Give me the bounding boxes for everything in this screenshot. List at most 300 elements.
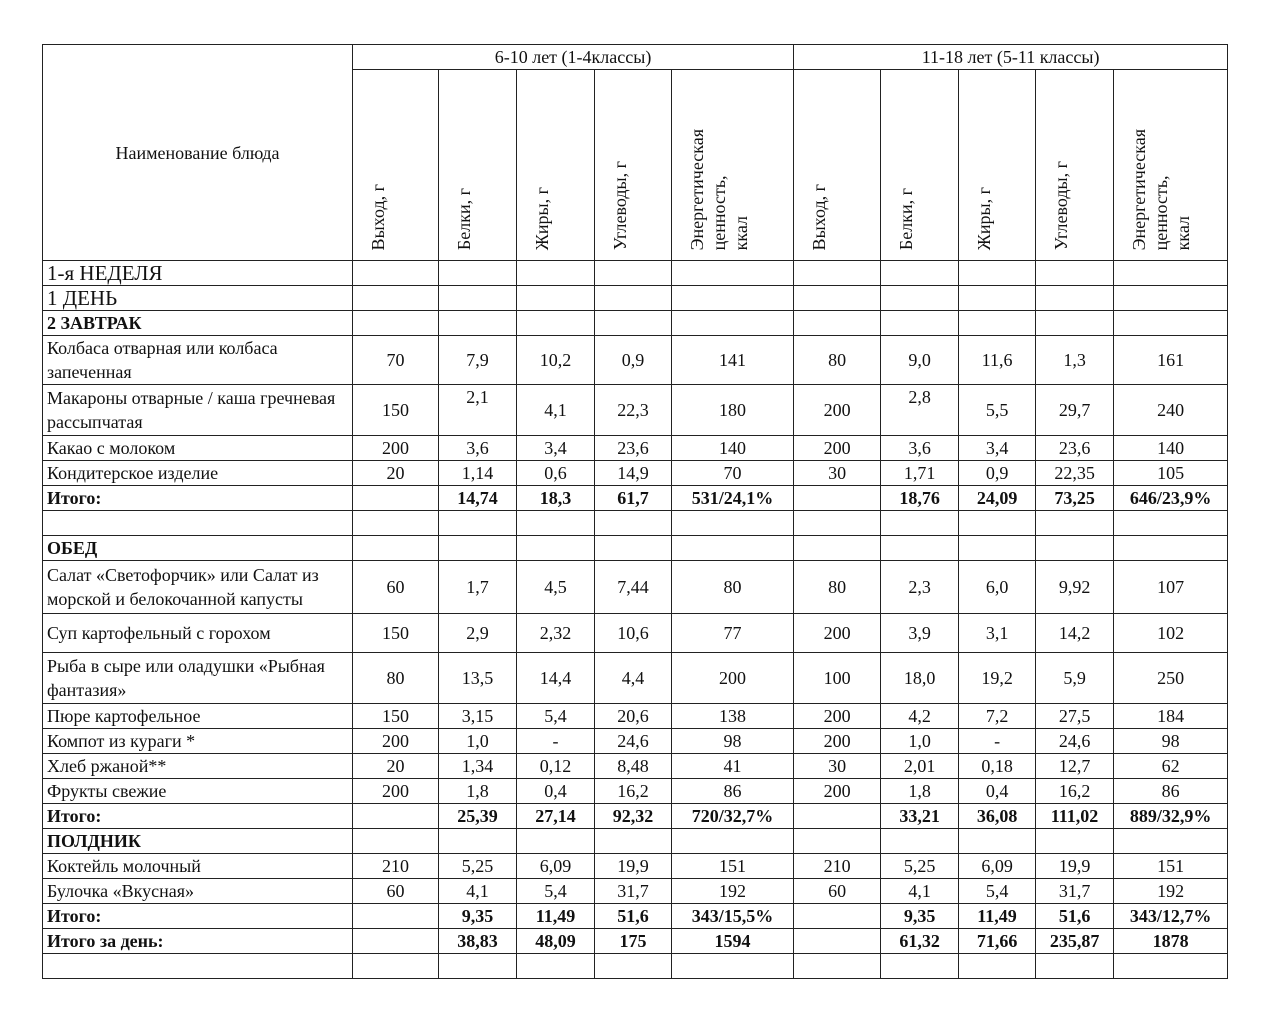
energy-a-value: 200 <box>672 653 794 704</box>
col-protein-b: Белки, г <box>881 70 959 261</box>
spacer-row <box>43 954 1228 979</box>
empty-cell <box>881 536 959 561</box>
fat-a-value: 5,4 <box>517 704 595 729</box>
protein-a-value: 3,15 <box>439 704 517 729</box>
empty-cell <box>794 286 881 311</box>
total-row <box>43 904 1228 929</box>
empty-cell <box>672 829 794 854</box>
protein-b-value: 4,2 <box>881 704 959 729</box>
col-fat-a: Жиры, г <box>517 70 595 261</box>
dish-row <box>43 614 1228 653</box>
protein-b-value: 2,3 <box>881 561 959 614</box>
carbs-a-value: 14,9 <box>595 461 672 486</box>
empty-cell <box>353 311 439 336</box>
menu-table-body <box>43 261 1228 979</box>
energy-b-value: 184 <box>1114 704 1228 729</box>
empty-cell <box>439 954 517 979</box>
dish-name: Суп картофельный с горохом <box>43 614 353 653</box>
age-group-6-10-header: 6-10 лет (1-4классы) <box>353 45 794 70</box>
empty-cell <box>1036 954 1114 979</box>
protein-b-value: 1,71 <box>881 461 959 486</box>
empty-cell <box>959 829 1036 854</box>
empty-cell <box>353 261 439 286</box>
total-label: Итого: <box>43 804 353 829</box>
empty-cell <box>672 536 794 561</box>
empty-cell <box>517 511 595 536</box>
yield-b-value <box>794 486 881 511</box>
yield-a-value <box>353 929 439 954</box>
empty-cell <box>1036 829 1114 854</box>
empty-cell <box>959 311 1036 336</box>
energy-b-value: 107 <box>1114 561 1228 614</box>
col-energy-a: Энергетическая ценность, ккал <box>672 70 794 261</box>
dish-row <box>43 653 1228 704</box>
carbs-b-value: 73,25 <box>1036 486 1114 511</box>
energy-a-value: 98 <box>672 729 794 754</box>
total-label: Итого: <box>43 486 353 511</box>
energy-a-value: 140 <box>672 436 794 461</box>
empty-cell <box>517 311 595 336</box>
carbs-a-value: 7,44 <box>595 561 672 614</box>
protein-b-value: 2,01 <box>881 754 959 779</box>
yield-a-value: 150 <box>353 385 439 436</box>
dish-name: Какао с молоком <box>43 436 353 461</box>
energy-b-value: 161 <box>1114 336 1228 385</box>
protein-b-value: 18,76 <box>881 486 959 511</box>
energy-a-value: 192 <box>672 879 794 904</box>
energy-a-value: 70 <box>672 461 794 486</box>
carbs-b-value: 27,5 <box>1036 704 1114 729</box>
snack-section-row-label: ПОЛДНИК <box>43 829 353 854</box>
empty-cell <box>595 311 672 336</box>
fat-b-value: 71,66 <box>959 929 1036 954</box>
spacer-row <box>43 511 1228 536</box>
carbs-a-value: 10,6 <box>595 614 672 653</box>
energy-a-value: 86 <box>672 779 794 804</box>
breakfast-section-row <box>43 311 1228 336</box>
protein-b-value: 1,8 <box>881 779 959 804</box>
fat-b-value: 0,9 <box>959 461 1036 486</box>
energy-b-value: 1878 <box>1114 929 1228 954</box>
empty-cell <box>439 829 517 854</box>
yield-b-value: 200 <box>794 704 881 729</box>
energy-a-value: 77 <box>672 614 794 653</box>
carbs-b-value: 16,2 <box>1036 779 1114 804</box>
dish-row <box>43 336 1228 385</box>
carbs-a-value: 19,9 <box>595 854 672 879</box>
empty-cell <box>794 311 881 336</box>
yield-a-value: 70 <box>353 336 439 385</box>
empty-cell <box>353 511 439 536</box>
protein-a-value: 1,8 <box>439 779 517 804</box>
yield-a-value <box>353 904 439 929</box>
empty-cell <box>794 261 881 286</box>
total-row <box>43 804 1228 829</box>
empty-cell <box>517 829 595 854</box>
fat-b-value: 6,09 <box>959 854 1036 879</box>
energy-b-value: 192 <box>1114 879 1228 904</box>
dish-name: Салат «Светофорчик» или Салат из морской и белокочанной капусты <box>43 561 353 614</box>
protein-a-value: 1,7 <box>439 561 517 614</box>
col-yield-a: Выход, г <box>353 70 439 261</box>
col-carbs-a: Углеводы, г <box>595 70 672 261</box>
age-group-11-18-header: 11-18 лет (5-11 классы) <box>794 45 1228 70</box>
empty-cell <box>1114 261 1228 286</box>
dish-row <box>43 779 1228 804</box>
fat-b-value: 11,6 <box>959 336 1036 385</box>
dish-name: Хлеб ржаной** <box>43 754 353 779</box>
fat-a-value: 11,49 <box>517 904 595 929</box>
week-label-row-label: 1-я НЕДЕЛЯ <box>43 261 353 286</box>
fat-a-value: 2,32 <box>517 614 595 653</box>
protein-b-value: 3,9 <box>881 614 959 653</box>
breakfast-section-row-label: 2 ЗАВТРАК <box>43 311 353 336</box>
carbs-b-value: 29,7 <box>1036 385 1114 436</box>
lunch-section-row <box>43 536 1228 561</box>
empty-cell <box>353 954 439 979</box>
empty-cell <box>353 829 439 854</box>
carbs-a-value: 0,9 <box>595 336 672 385</box>
fat-b-value: 36,08 <box>959 804 1036 829</box>
yield-b-value: 100 <box>794 653 881 704</box>
yield-b-value <box>794 804 881 829</box>
yield-b-value: 80 <box>794 336 881 385</box>
day-label-row <box>43 286 1228 311</box>
empty-cell <box>1036 511 1114 536</box>
carbs-b-value: 1,3 <box>1036 336 1114 385</box>
energy-b-value: 889/32,9% <box>1114 804 1228 829</box>
yield-a-value: 210 <box>353 854 439 879</box>
fat-b-value: 0,18 <box>959 754 1036 779</box>
col-fat-b: Жиры, г <box>959 70 1036 261</box>
yield-a-value <box>353 486 439 511</box>
fat-a-value: 0,4 <box>517 779 595 804</box>
empty-cell <box>353 536 439 561</box>
fat-a-value: - <box>517 729 595 754</box>
col-yield-b: Выход, г <box>794 70 881 261</box>
empty-cell <box>595 286 672 311</box>
carbs-b-value: 31,7 <box>1036 879 1114 904</box>
energy-a-value: 343/15,5% <box>672 904 794 929</box>
yield-b-value: 30 <box>794 754 881 779</box>
empty-cell <box>595 511 672 536</box>
dish-name: Рыба в сыре или оладушки «Рыбная фантазия» <box>43 653 353 704</box>
yield-b-value: 80 <box>794 561 881 614</box>
empty-cell <box>1114 311 1228 336</box>
empty-cell <box>1114 954 1228 979</box>
protein-b-value: 18,0 <box>881 653 959 704</box>
empty-cell <box>672 954 794 979</box>
protein-a-value: 9,35 <box>439 904 517 929</box>
energy-a-value: 41 <box>672 754 794 779</box>
dish-name: Пюре картофельное <box>43 704 353 729</box>
protein-b-value: 4,1 <box>881 879 959 904</box>
carbs-b-value: 5,9 <box>1036 653 1114 704</box>
col-energy-b: Энергетическая ценность, ккал <box>1114 70 1228 261</box>
protein-a-value: 14,74 <box>439 486 517 511</box>
carbs-a-value: 23,6 <box>595 436 672 461</box>
yield-a-value: 200 <box>353 436 439 461</box>
empty-cell <box>1114 511 1228 536</box>
energy-a-value: 531/24,1% <box>672 486 794 511</box>
carbs-a-value: 51,6 <box>595 904 672 929</box>
fat-a-value: 4,1 <box>517 385 595 436</box>
empty-cell <box>959 286 1036 311</box>
energy-b-value: 240 <box>1114 385 1228 436</box>
dish-row <box>43 754 1228 779</box>
empty-cell <box>43 954 353 979</box>
energy-b-value: 646/23,9% <box>1114 486 1228 511</box>
fat-a-value: 4,5 <box>517 561 595 614</box>
energy-a-value: 80 <box>672 561 794 614</box>
empty-cell <box>881 311 959 336</box>
yield-a-value: 150 <box>353 614 439 653</box>
empty-cell <box>672 261 794 286</box>
protein-a-value: 4,1 <box>439 879 517 904</box>
yield-b-value: 200 <box>794 779 881 804</box>
fat-a-value: 6,09 <box>517 854 595 879</box>
carbs-a-value: 20,6 <box>595 704 672 729</box>
carbs-b-value: 235,87 <box>1036 929 1114 954</box>
total-row <box>43 929 1228 954</box>
carbs-a-value: 24,6 <box>595 729 672 754</box>
fat-a-value: 48,09 <box>517 929 595 954</box>
empty-cell <box>1114 829 1228 854</box>
fat-b-value: 5,5 <box>959 385 1036 436</box>
empty-cell <box>794 511 881 536</box>
energy-b-value: 151 <box>1114 854 1228 879</box>
fat-b-value: - <box>959 729 1036 754</box>
carbs-a-value: 22,3 <box>595 385 672 436</box>
snack-section-row <box>43 829 1228 854</box>
carbs-b-value: 14,2 <box>1036 614 1114 653</box>
yield-a-value: 150 <box>353 704 439 729</box>
empty-cell <box>517 286 595 311</box>
carbs-b-value: 19,9 <box>1036 854 1114 879</box>
dish-row <box>43 561 1228 614</box>
fat-a-value: 0,6 <box>517 461 595 486</box>
empty-cell <box>881 829 959 854</box>
protein-a-value: 38,83 <box>439 929 517 954</box>
fat-a-value: 10,2 <box>517 336 595 385</box>
empty-cell <box>959 261 1036 286</box>
empty-cell <box>959 511 1036 536</box>
fat-a-value: 14,4 <box>517 653 595 704</box>
yield-b-value: 200 <box>794 436 881 461</box>
empty-cell <box>1036 536 1114 561</box>
empty-cell <box>672 286 794 311</box>
empty-cell <box>353 286 439 311</box>
yield-b-value: 60 <box>794 879 881 904</box>
fat-b-value: 6,0 <box>959 561 1036 614</box>
yield-a-value: 20 <box>353 461 439 486</box>
dish-name: Булочка «Вкусная» <box>43 879 353 904</box>
yield-a-value <box>353 804 439 829</box>
carbs-b-value: 111,02 <box>1036 804 1114 829</box>
energy-b-value: 102 <box>1114 614 1228 653</box>
fat-a-value: 3,4 <box>517 436 595 461</box>
carbs-a-value: 175 <box>595 929 672 954</box>
carbs-b-value: 9,92 <box>1036 561 1114 614</box>
fat-a-value: 5,4 <box>517 879 595 904</box>
dish-row <box>43 385 1228 436</box>
yield-a-value: 80 <box>353 653 439 704</box>
nutrition-menu-table <box>42 44 1228 979</box>
dish-row <box>43 729 1228 754</box>
empty-cell <box>794 829 881 854</box>
empty-cell <box>517 536 595 561</box>
total-label: Итого за день: <box>43 929 353 954</box>
fat-b-value: 24,09 <box>959 486 1036 511</box>
yield-a-value: 60 <box>353 561 439 614</box>
dish-name: Коктейль молочный <box>43 854 353 879</box>
yield-a-value: 200 <box>353 779 439 804</box>
energy-b-value: 98 <box>1114 729 1228 754</box>
fat-b-value: 7,2 <box>959 704 1036 729</box>
protein-b-value: 9,0 <box>881 336 959 385</box>
fat-a-value: 27,14 <box>517 804 595 829</box>
protein-a-value: 7,9 <box>439 336 517 385</box>
energy-a-value: 720/32,7% <box>672 804 794 829</box>
carbs-b-value: 23,6 <box>1036 436 1114 461</box>
fat-a-value: 18,3 <box>517 486 595 511</box>
empty-cell <box>881 954 959 979</box>
energy-a-value: 180 <box>672 385 794 436</box>
empty-cell <box>517 954 595 979</box>
carbs-a-value: 61,7 <box>595 486 672 511</box>
energy-b-value: 62 <box>1114 754 1228 779</box>
fat-b-value: 5,4 <box>959 879 1036 904</box>
empty-cell <box>595 261 672 286</box>
protein-b-value: 61,32 <box>881 929 959 954</box>
empty-cell <box>1036 311 1114 336</box>
empty-cell <box>439 511 517 536</box>
total-row <box>43 486 1228 511</box>
protein-a-value: 3,6 <box>439 436 517 461</box>
fat-a-value: 0,12 <box>517 754 595 779</box>
protein-a-value: 2,1 <box>439 385 517 436</box>
energy-b-value: 86 <box>1114 779 1228 804</box>
empty-cell <box>881 511 959 536</box>
dish-name: Кондитерское изделие <box>43 461 353 486</box>
yield-a-value: 200 <box>353 729 439 754</box>
fat-b-value: 19,2 <box>959 653 1036 704</box>
total-label: Итого: <box>43 904 353 929</box>
empty-cell <box>1036 261 1114 286</box>
protein-a-value: 5,25 <box>439 854 517 879</box>
empty-cell <box>959 954 1036 979</box>
protein-a-value: 2,9 <box>439 614 517 653</box>
empty-cell <box>794 954 881 979</box>
dish-name: Фрукты свежие <box>43 779 353 804</box>
empty-cell <box>881 286 959 311</box>
carbs-b-value: 12,7 <box>1036 754 1114 779</box>
protein-b-value: 3,6 <box>881 436 959 461</box>
carbs-a-value: 4,4 <box>595 653 672 704</box>
empty-cell <box>439 311 517 336</box>
fat-b-value: 11,49 <box>959 904 1036 929</box>
dish-name: Компот из кураги * <box>43 729 353 754</box>
energy-a-value: 151 <box>672 854 794 879</box>
empty-cell <box>439 261 517 286</box>
energy-a-value: 1594 <box>672 929 794 954</box>
fat-b-value: 0,4 <box>959 779 1036 804</box>
carbs-a-value: 16,2 <box>595 779 672 804</box>
protein-b-value: 5,25 <box>881 854 959 879</box>
energy-b-value: 105 <box>1114 461 1228 486</box>
protein-b-value: 2,8 <box>881 385 959 436</box>
protein-a-value: 1,14 <box>439 461 517 486</box>
dish-row <box>43 461 1228 486</box>
yield-b-value: 30 <box>794 461 881 486</box>
energy-a-value: 138 <box>672 704 794 729</box>
yield-b-value: 200 <box>794 385 881 436</box>
carbs-a-value: 31,7 <box>595 879 672 904</box>
empty-cell <box>517 261 595 286</box>
day-label-row-label: 1 ДЕНЬ <box>43 286 353 311</box>
empty-cell <box>672 311 794 336</box>
carbs-a-value: 8,48 <box>595 754 672 779</box>
yield-b-value: 200 <box>794 729 881 754</box>
protein-b-value: 9,35 <box>881 904 959 929</box>
empty-cell <box>439 286 517 311</box>
dish-row <box>43 704 1228 729</box>
yield-b-value: 200 <box>794 614 881 653</box>
empty-cell <box>881 261 959 286</box>
protein-b-value: 1,0 <box>881 729 959 754</box>
empty-cell <box>1114 286 1228 311</box>
fat-b-value: 3,1 <box>959 614 1036 653</box>
dish-name: Макароны отварные / каша гречневая рассыпчатая <box>43 385 353 436</box>
dish-name: Колбаса отварная или колбаса запеченная <box>43 336 353 385</box>
protein-a-value: 25,39 <box>439 804 517 829</box>
yield-a-value: 60 <box>353 879 439 904</box>
protein-a-value: 1,0 <box>439 729 517 754</box>
carbs-b-value: 24,6 <box>1036 729 1114 754</box>
col-protein-a: Белки, г <box>439 70 517 261</box>
dish-name-header: Наименование блюда <box>43 45 353 261</box>
carbs-a-value: 92,32 <box>595 804 672 829</box>
energy-a-value: 141 <box>672 336 794 385</box>
dish-row <box>43 436 1228 461</box>
col-carbs-b: Углеводы, г <box>1036 70 1114 261</box>
carbs-b-value: 51,6 <box>1036 904 1114 929</box>
empty-cell <box>43 511 353 536</box>
yield-b-value <box>794 904 881 929</box>
empty-cell <box>794 536 881 561</box>
dish-row <box>43 879 1228 904</box>
energy-b-value: 140 <box>1114 436 1228 461</box>
empty-cell <box>439 536 517 561</box>
yield-a-value: 20 <box>353 754 439 779</box>
energy-b-value: 343/12,7% <box>1114 904 1228 929</box>
yield-b-value <box>794 929 881 954</box>
empty-cell <box>1114 536 1228 561</box>
week-label-row <box>43 261 1228 286</box>
protein-a-value: 1,34 <box>439 754 517 779</box>
empty-cell <box>595 829 672 854</box>
protein-a-value: 13,5 <box>439 653 517 704</box>
empty-cell <box>1036 286 1114 311</box>
energy-b-value: 250 <box>1114 653 1228 704</box>
lunch-section-row-label: ОБЕД <box>43 536 353 561</box>
dish-row <box>43 854 1228 879</box>
empty-cell <box>672 511 794 536</box>
empty-cell <box>595 536 672 561</box>
empty-cell <box>959 536 1036 561</box>
empty-cell <box>595 954 672 979</box>
fat-b-value: 3,4 <box>959 436 1036 461</box>
